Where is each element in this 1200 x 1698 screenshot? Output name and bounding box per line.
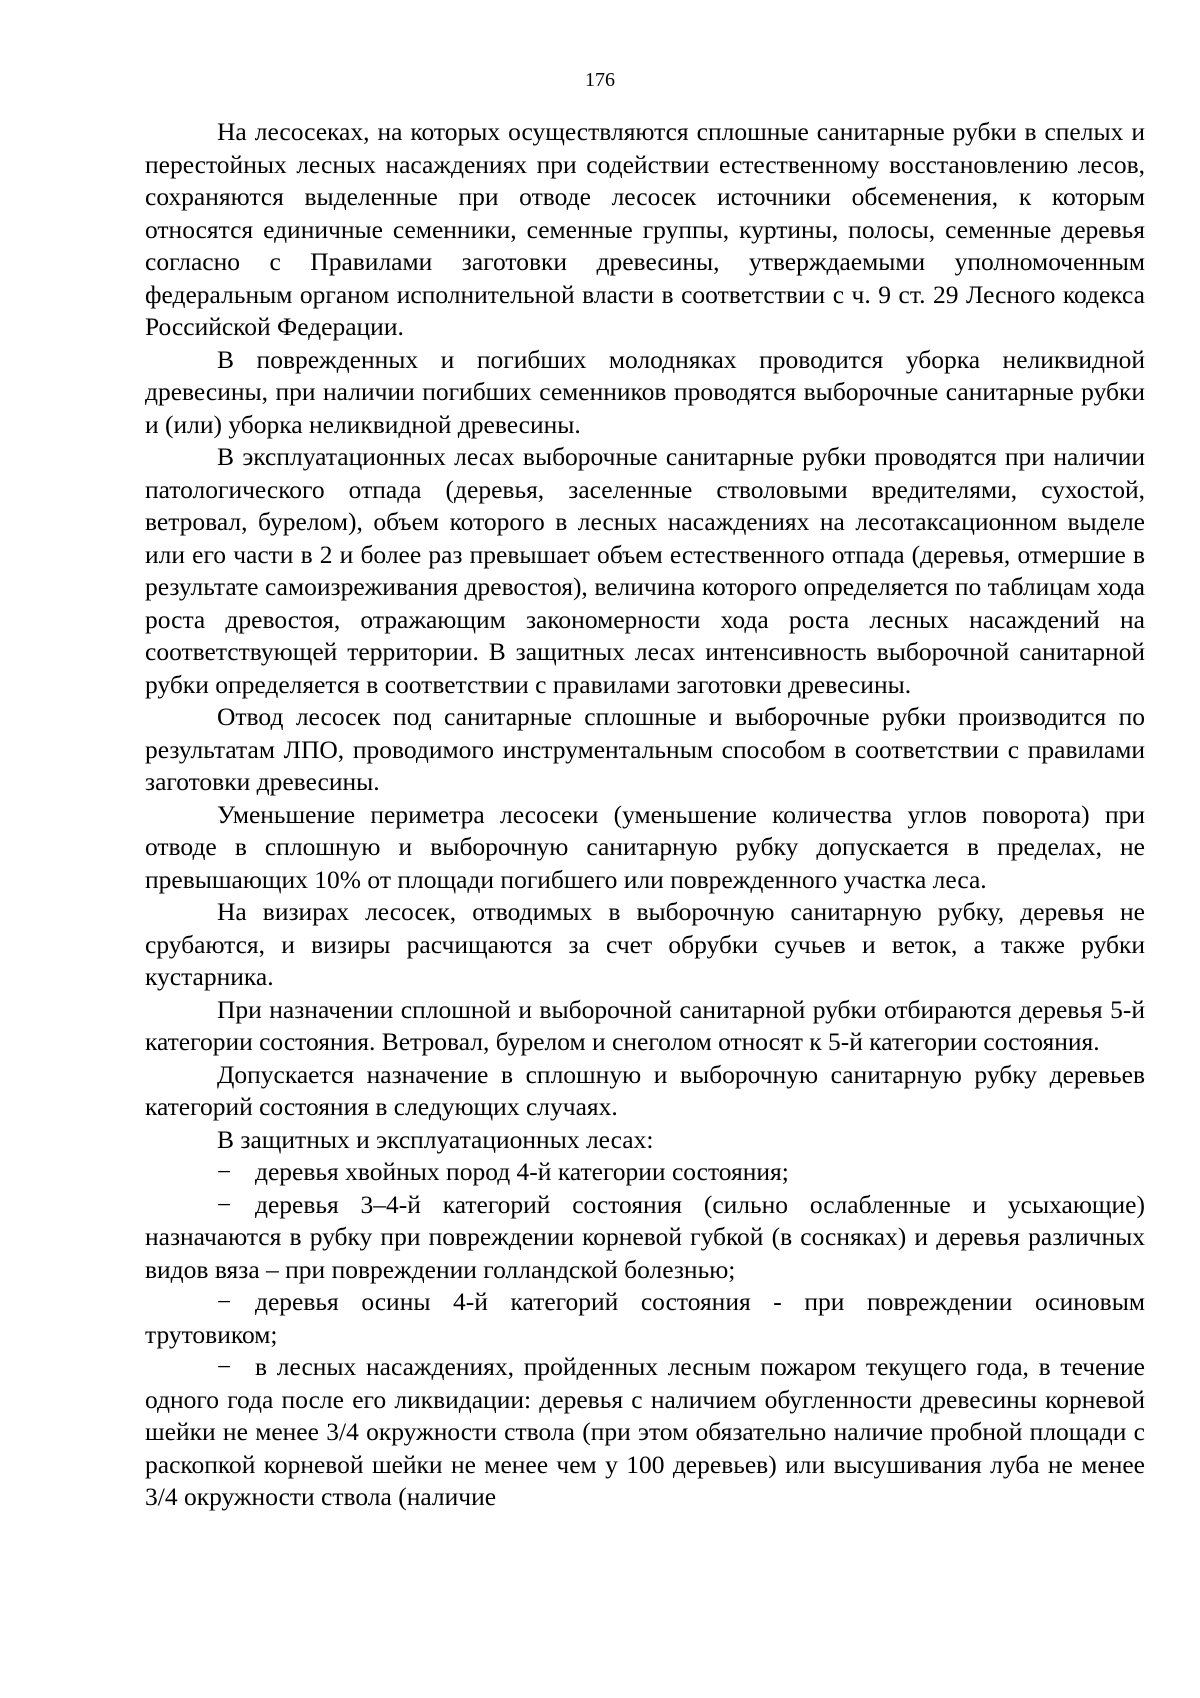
- paragraph: В защитных и эксплуатационных лесах:: [217, 1124, 654, 1154]
- paragraph: Допускается назначение в сплошную и выборочную санитарную рубку деревьев категорий состояния в следующих случаях.: [145, 1059, 1145, 1121]
- paragraph: Уменьшение периметра лесосеки (уменьшение количества углов поворота) при отводе в сплошную и выборочную санитарную рубку допускается в пределах, не превышающих 10% от площади погибшего или поврежденного участка леса.: [145, 799, 1145, 894]
- list-item: [145, 1156, 1145, 1189]
- list-item-text: деревья 3–4-й категорий состояния (сильно ослабленные и усыхающие) назначаются в рубку при повреждении корневой губкой (в сосняках) и деревья различных видов вяза – при повреждении голландской болезнью;: [145, 1189, 1145, 1284]
- page-number: 176: [585, 69, 615, 91]
- paragraph: На визирах лесосек, отводимых в выборочную санитарную рубку, деревья не срубаются, и визиры расчищаются за счет обрубки сучьев и веток, а также рубки кустарника.: [145, 897, 1145, 991]
- list-item-text: деревья хвойных пород 4-й категории состояния;: [255, 1157, 789, 1186]
- dash-marker: −: [217, 1352, 232, 1381]
- paragraph: При назначении сплошной и выборочной санитарной рубки отбираются деревья 5-й категории состояния. Ветровал, бурелом и снеголом относят к 5-й категории состояния.: [145, 994, 1145, 1056]
- list-item-text: деревья осины 4-й категорий состояния - при повреждении осиновым трутовиком;: [145, 1287, 1145, 1349]
- paragraph: На лесосеках, на которых осуществляются сплошные санитарные рубки в спелых и перестойных лесных насаждениях при содействии естественному восстановлению лесов, сохраняются выделенные при отводе лесосек источники обсеменения, к которым относятся единичные семенники, семенные группы, куртины, полосы, семенные деревья согласно с Правилами заготовки древесины, утверждаемыми уполномоченным федеральным органом исполнительной власти в соответствии с ч. 9 ст. 29 Лесного кодекса Российской Федерации.: [145, 117, 1145, 341]
- paragraph: В эксплуатационных лесах выборочные санитарные рубки проводятся при наличии патологического отпада (деревья, заселенные стволовыми вредителями, сухостой, ветровал, бурелом), объем которого в лесных насаждениях на лесотаксационном выделе или его части в 2 и более раз превышает объем естественного отпада (деревья, отмершие в результате самоизреживания древостоя), величина которого определяется по таблицам хода роста древостоя, отражающим закономерности хода роста лесных насаждений на соответствующей территории. В защитных лесах интенсивность выборочной санитарной рубки определяется в соответствии с правилами заготовки древесины.: [145, 442, 1145, 699]
- list-item: [145, 1351, 1145, 1514]
- document-body: [145, 116, 1145, 1514]
- list-item: [145, 1189, 1145, 1287]
- paragraph: Отвод лесосек под санитарные сплошные и выборочные рубки производится по результатам ЛПО, проводимого инструментальным способом в соответствии с правилами заготовки древесины.: [145, 702, 1145, 796]
- paragraph: В поврежденных и погибших молодняках проводится уборка неликвидной древесины, при наличии погибших семенников проводятся выборочные санитарные рубки и (или) уборка неликвидной древесины.: [145, 344, 1145, 439]
- dash-marker: −: [217, 1189, 232, 1219]
- dash-marker: −: [217, 1157, 232, 1186]
- list-item-text: в лесных насаждениях, пройденных лесным пожаром текущего года, в течение одного года после его ликвидации: деревья с наличием обугленности древесины корневой шейки не менее 3/4 окружности ствола (при этом обязательно наличие пробной площади с раскопкой корневой шейки не менее чем у 100 деревьев) или высушивания луба не менее 3/4 окружности ствола (наличие: [145, 1352, 1145, 1511]
- list-item: [145, 1286, 1145, 1351]
- dash-marker: −: [217, 1287, 232, 1316]
